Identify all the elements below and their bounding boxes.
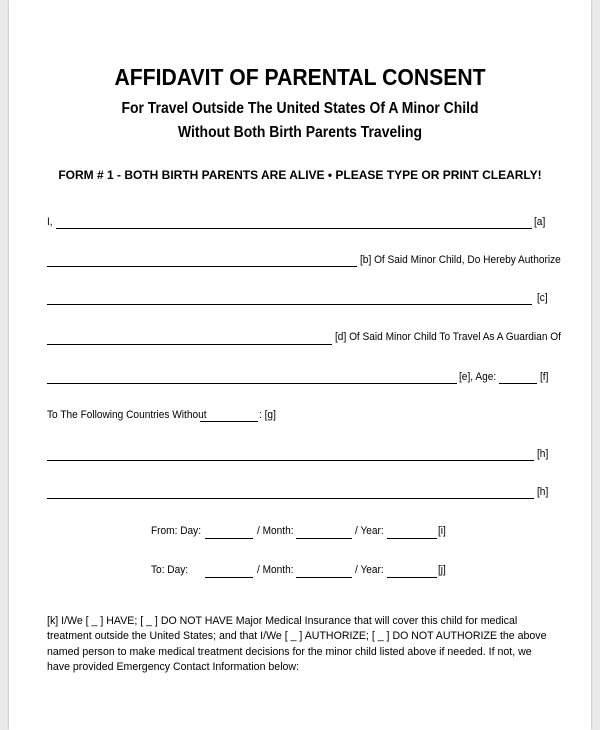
field-g-prefix: To The Following Countries Without bbox=[47, 409, 207, 421]
field-b-line[interactable] bbox=[47, 266, 357, 267]
form-instruction: FORM # 1 - BOTH BIRTH PARENTS ARE ALIVE • PLEASE TYPE OR PRINT CLEARLY! bbox=[58, 168, 542, 182]
from-year-label: / Year: bbox=[355, 525, 384, 537]
subtitle-line-1: For Travel Outside The United States Of A Minor Child bbox=[121, 100, 479, 117]
from-day-label: From: Day: bbox=[151, 525, 202, 537]
to-year-label: / Year: bbox=[355, 564, 384, 576]
field-e-label: [e], Age: bbox=[459, 371, 497, 383]
to-day-label: To: Day: bbox=[151, 564, 189, 576]
field-a-line[interactable] bbox=[56, 228, 532, 229]
field-age-line[interactable] bbox=[499, 383, 537, 384]
from-month-label: / Month: bbox=[257, 525, 294, 537]
page-title: AFFIDAVIT OF PARENTAL CONSENT bbox=[114, 64, 486, 90]
from-day-line[interactable] bbox=[205, 538, 253, 539]
subtitle-line-2: Without Both Birth Parents Traveling bbox=[177, 124, 423, 141]
field-h1-tag: [h] bbox=[537, 448, 549, 460]
field-c-line[interactable] bbox=[47, 304, 532, 305]
field-c-tag: [c] bbox=[537, 292, 548, 304]
from-year-line[interactable] bbox=[387, 538, 437, 539]
field-g-tag: : [g] bbox=[259, 409, 276, 421]
field-g-line[interactable] bbox=[200, 421, 258, 422]
field-i-tag: [i] bbox=[438, 525, 446, 537]
to-day-line[interactable] bbox=[205, 577, 253, 578]
field-h1-line[interactable] bbox=[47, 460, 534, 461]
field-b-label: [b] Of Said Minor Child, Do Hereby Authorize bbox=[360, 254, 561, 266]
document-page bbox=[9, 0, 591, 730]
insurance-authorization-paragraph: [k] I/We [ _ ] HAVE; [ _ ] DO NOT HAVE Major Medical Insurance that will cover this child for medical treatment outside the United States; and that I/We [ _ ] AUTHORIZE; [ _ ] DO NOT AUTHORIZE the above named person to make medical treatment decisions for the minor child listed above if needed. If not, we have provided Emergency Contact Information below: bbox=[47, 615, 547, 674]
field-h2-tag: [h] bbox=[537, 486, 549, 498]
field-e-line[interactable] bbox=[47, 383, 457, 384]
to-month-label: / Month: bbox=[257, 564, 294, 576]
field-j-tag: [j] bbox=[438, 564, 446, 576]
to-month-line[interactable] bbox=[296, 577, 352, 578]
field-f-tag: [f] bbox=[540, 371, 549, 383]
field-h2-line[interactable] bbox=[47, 498, 534, 499]
field-a-tag: [a] bbox=[534, 216, 546, 228]
field-d-line[interactable] bbox=[47, 344, 332, 345]
field-a-prefix: I, bbox=[47, 216, 53, 228]
to-year-line[interactable] bbox=[387, 577, 437, 578]
field-d-label: [d] Of Said Minor Child To Travel As A Guardian Of bbox=[335, 331, 561, 343]
from-month-line[interactable] bbox=[296, 538, 352, 539]
